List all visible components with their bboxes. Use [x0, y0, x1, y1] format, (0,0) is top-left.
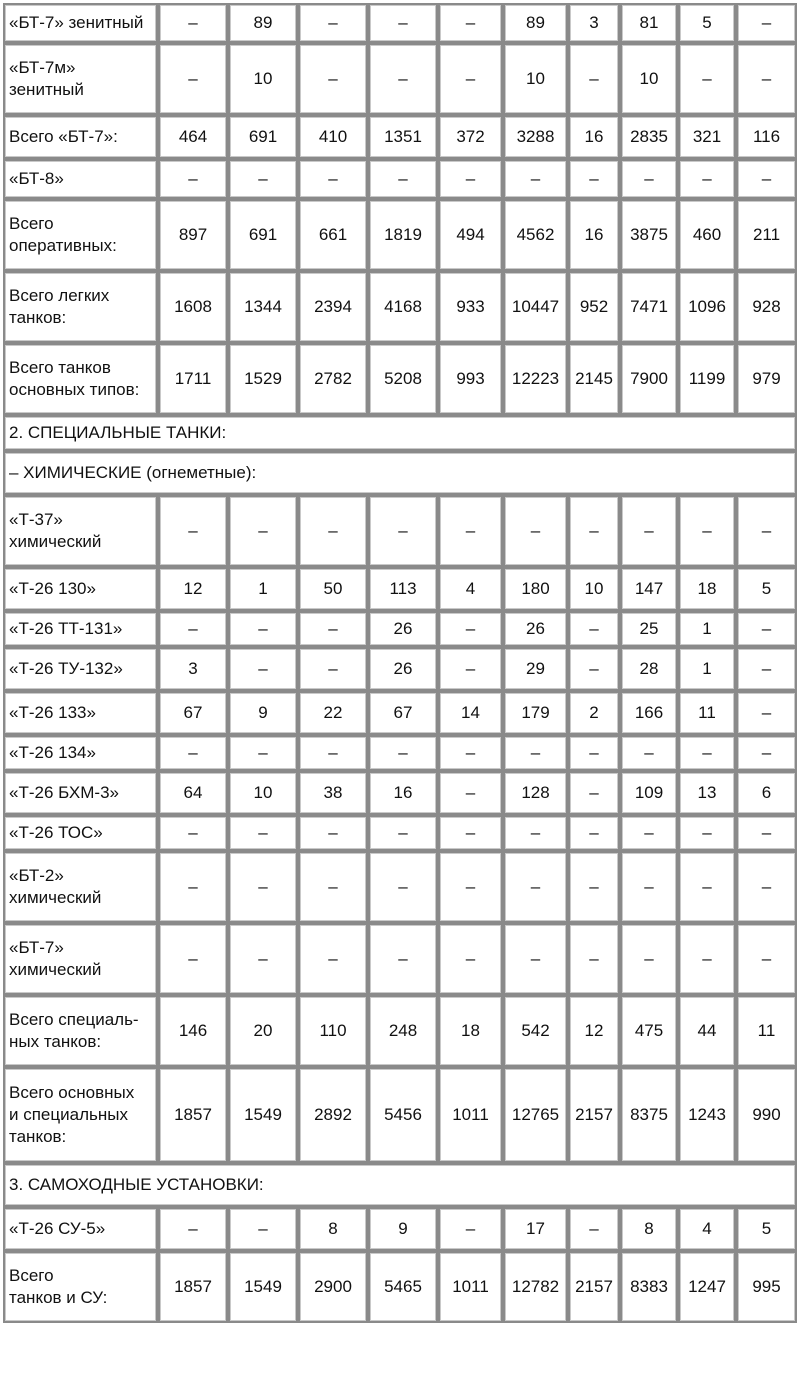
- table-cell: 89: [228, 3, 298, 43]
- table-cell: 81: [620, 3, 678, 43]
- table-cell: 5208: [368, 343, 438, 415]
- table-cell: –: [568, 771, 620, 815]
- table-cell: 2157: [568, 1067, 620, 1163]
- row-label: [3, 1207, 158, 1251]
- row-label-line: танков:: [9, 308, 67, 327]
- table-cell: 109: [620, 771, 678, 815]
- table-cell: –: [678, 815, 736, 851]
- row-label-line: Всего: [9, 214, 54, 233]
- table-cell: –: [228, 611, 298, 647]
- table-cell: –: [678, 43, 736, 115]
- table-cell: 67: [368, 691, 438, 735]
- row-label-line: ных танков:: [9, 1032, 102, 1051]
- row-label-line: «Т-26 СУ-5»: [9, 1219, 106, 1238]
- table-cell: 116: [736, 115, 797, 159]
- row-label: [3, 159, 158, 199]
- table-cell: 1549: [228, 1067, 298, 1163]
- row-label-line: Всего основных: [9, 1083, 135, 1102]
- table-cell: 179: [503, 691, 568, 735]
- table-cell: –: [678, 851, 736, 923]
- table-row: [3, 995, 797, 1067]
- table-cell: 993: [438, 343, 503, 415]
- table-cell: 928: [736, 271, 797, 343]
- row-label-line: танков и СУ:: [9, 1288, 108, 1307]
- section-heading: 3. САМОХОДНЫЕ УСТАНОВКИ:: [3, 1163, 797, 1207]
- table-cell: –: [620, 815, 678, 851]
- table-cell: 67: [158, 691, 228, 735]
- table-cell: 5: [736, 1207, 797, 1251]
- table-body: [3, 3, 797, 1323]
- table-cell: 64: [158, 771, 228, 815]
- row-label-line: Всего «БТ-7»:: [9, 127, 118, 146]
- table-cell: –: [298, 611, 368, 647]
- table-cell: 5456: [368, 1067, 438, 1163]
- table-cell: –: [568, 647, 620, 691]
- section-row: [3, 415, 797, 451]
- table-cell: 410: [298, 115, 368, 159]
- table-cell: 691: [228, 199, 298, 271]
- table-cell: –: [438, 815, 503, 851]
- table-cell: –: [678, 923, 736, 995]
- row-label: [3, 735, 158, 771]
- table-cell: 12782: [503, 1251, 568, 1323]
- row-label-line: Всего легких: [9, 286, 110, 305]
- table-cell: –: [298, 647, 368, 691]
- table-cell: –: [298, 735, 368, 771]
- table-cell: –: [158, 3, 228, 43]
- table-cell: 12: [158, 567, 228, 611]
- table-cell: 10: [503, 43, 568, 115]
- table-cell: –: [568, 43, 620, 115]
- table-row: [3, 199, 797, 271]
- table-cell: 1819: [368, 199, 438, 271]
- table-cell: –: [158, 815, 228, 851]
- table-cell: –: [368, 159, 438, 199]
- table-cell: 5: [678, 3, 736, 43]
- tank-table: [3, 3, 797, 1323]
- row-label: [3, 271, 158, 343]
- table-cell: –: [620, 735, 678, 771]
- table-cell: –: [620, 159, 678, 199]
- table-cell: –: [298, 43, 368, 115]
- table-cell: –: [736, 691, 797, 735]
- table-cell: 4562: [503, 199, 568, 271]
- table-cell: 897: [158, 199, 228, 271]
- table-cell: 1199: [678, 343, 736, 415]
- row-label: [3, 495, 158, 567]
- row-label: [3, 43, 158, 115]
- table-cell: –: [158, 851, 228, 923]
- table-cell: 211: [736, 199, 797, 271]
- table-cell: –: [438, 611, 503, 647]
- table-cell: 7471: [620, 271, 678, 343]
- row-label-line: «БТ-8»: [9, 169, 64, 188]
- table-cell: –: [438, 495, 503, 567]
- table-cell: –: [568, 851, 620, 923]
- table-cell: 10: [620, 43, 678, 115]
- table-cell: 9: [368, 1207, 438, 1251]
- table-cell: –: [568, 923, 620, 995]
- table-cell: 372: [438, 115, 503, 159]
- table-cell: 475: [620, 995, 678, 1067]
- table-cell: –: [736, 923, 797, 995]
- table-cell: –: [228, 851, 298, 923]
- table-cell: –: [228, 1207, 298, 1251]
- table-cell: 494: [438, 199, 503, 271]
- table-cell: 661: [298, 199, 368, 271]
- row-label: [3, 3, 158, 43]
- table-row: [3, 691, 797, 735]
- table-cell: 113: [368, 567, 438, 611]
- table-cell: –: [503, 495, 568, 567]
- table-cell: 8383: [620, 1251, 678, 1323]
- table-cell: –: [568, 495, 620, 567]
- row-label: [3, 691, 158, 735]
- table-cell: –: [228, 159, 298, 199]
- table-cell: 460: [678, 199, 736, 271]
- table-cell: –: [438, 771, 503, 815]
- row-label: [3, 771, 158, 815]
- row-label-line: «Т-26 ТОС»: [9, 823, 103, 842]
- table-cell: 147: [620, 567, 678, 611]
- table-cell: 146: [158, 995, 228, 1067]
- table-cell: –: [503, 923, 568, 995]
- table-cell: 1243: [678, 1067, 736, 1163]
- table-cell: 2: [568, 691, 620, 735]
- table-cell: 1096: [678, 271, 736, 343]
- row-label: [3, 567, 158, 611]
- table-cell: 1344: [228, 271, 298, 343]
- table-cell: 5465: [368, 1251, 438, 1323]
- table-cell: 1549: [228, 1251, 298, 1323]
- table-cell: 26: [503, 611, 568, 647]
- table-cell: –: [678, 735, 736, 771]
- table-cell: –: [368, 43, 438, 115]
- table-cell: –: [438, 923, 503, 995]
- table-cell: –: [503, 851, 568, 923]
- table-cell: –: [298, 851, 368, 923]
- table-cell: 2157: [568, 1251, 620, 1323]
- row-label-line: «Т-26 133»: [9, 703, 96, 722]
- row-label-line: химический: [9, 888, 102, 907]
- table-row: [3, 815, 797, 851]
- table-cell: 8375: [620, 1067, 678, 1163]
- table-cell: 1247: [678, 1251, 736, 1323]
- table-cell: 1011: [438, 1251, 503, 1323]
- section-row: [3, 1163, 797, 1207]
- table-cell: 2900: [298, 1251, 368, 1323]
- table-cell: 20: [228, 995, 298, 1067]
- row-label-line: «Т-26 ТТ-131»: [9, 619, 123, 638]
- row-label-line: «БТ-7»: [9, 938, 64, 957]
- table-cell: –: [736, 815, 797, 851]
- table-cell: 3288: [503, 115, 568, 159]
- table-row: [3, 611, 797, 647]
- table-cell: –: [298, 495, 368, 567]
- table-cell: –: [438, 1207, 503, 1251]
- table-cell: 6: [736, 771, 797, 815]
- table-cell: 11: [736, 995, 797, 1067]
- table-cell: 1: [678, 611, 736, 647]
- table-cell: 110: [298, 995, 368, 1067]
- table-cell: 26: [368, 611, 438, 647]
- table-cell: 1857: [158, 1251, 228, 1323]
- table-cell: –: [368, 495, 438, 567]
- table-cell: 3875: [620, 199, 678, 271]
- table-cell: 1608: [158, 271, 228, 343]
- table-cell: 12223: [503, 343, 568, 415]
- table-cell: –: [568, 815, 620, 851]
- section-row: [3, 451, 797, 495]
- table-cell: 952: [568, 271, 620, 343]
- table-cell: 166: [620, 691, 678, 735]
- table-cell: –: [368, 851, 438, 923]
- table-cell: –: [158, 923, 228, 995]
- table-cell: –: [228, 735, 298, 771]
- table-cell: –: [736, 43, 797, 115]
- row-label: [3, 199, 158, 271]
- table-cell: 44: [678, 995, 736, 1067]
- table-row: [3, 159, 797, 199]
- table-cell: 16: [568, 199, 620, 271]
- table-cell: –: [438, 735, 503, 771]
- table-cell: –: [228, 647, 298, 691]
- row-label: [3, 1251, 158, 1323]
- table-cell: 3: [158, 647, 228, 691]
- table-cell: 50: [298, 567, 368, 611]
- table-cell: –: [503, 159, 568, 199]
- table-cell: 542: [503, 995, 568, 1067]
- table-cell: –: [620, 495, 678, 567]
- row-label-line: «Т-26 134»: [9, 743, 96, 762]
- table-cell: –: [438, 159, 503, 199]
- table-cell: 14: [438, 691, 503, 735]
- row-label: [3, 647, 158, 691]
- table-cell: –: [158, 611, 228, 647]
- table-row: [3, 1207, 797, 1251]
- row-label-line: «БТ-7» зенитный: [9, 13, 144, 32]
- row-label-line: «Т-37»: [9, 510, 63, 529]
- table-cell: –: [158, 159, 228, 199]
- table-cell: 979: [736, 343, 797, 415]
- section-heading: – ХИМИЧЕСКИЕ (огнеметные):: [3, 451, 797, 495]
- table-cell: 28: [620, 647, 678, 691]
- table-cell: 3: [568, 3, 620, 43]
- row-label-line: Всего: [9, 1266, 54, 1285]
- table-cell: 180: [503, 567, 568, 611]
- table-cell: 89: [503, 3, 568, 43]
- row-label-line: основных типов:: [9, 380, 140, 399]
- table-cell: 248: [368, 995, 438, 1067]
- table-row: [3, 923, 797, 995]
- table-cell: 5: [736, 567, 797, 611]
- table-row: [3, 1251, 797, 1323]
- table-cell: –: [438, 43, 503, 115]
- table-cell: 10: [228, 771, 298, 815]
- table-cell: 26: [368, 647, 438, 691]
- table-cell: 321: [678, 115, 736, 159]
- table-cell: –: [228, 923, 298, 995]
- table-cell: –: [368, 815, 438, 851]
- table-cell: –: [158, 495, 228, 567]
- table-cell: 1857: [158, 1067, 228, 1163]
- table-row: [3, 647, 797, 691]
- table-cell: –: [736, 611, 797, 647]
- row-label: [3, 611, 158, 647]
- table-cell: 38: [298, 771, 368, 815]
- table-cell: 7900: [620, 343, 678, 415]
- table-cell: –: [368, 735, 438, 771]
- table-cell: –: [298, 159, 368, 199]
- table-cell: 2835: [620, 115, 678, 159]
- table-cell: –: [503, 735, 568, 771]
- table-cell: 1711: [158, 343, 228, 415]
- table-cell: –: [736, 735, 797, 771]
- table-cell: –: [568, 735, 620, 771]
- table-cell: –: [568, 611, 620, 647]
- table-cell: –: [620, 851, 678, 923]
- table-cell: –: [158, 43, 228, 115]
- table-cell: –: [368, 923, 438, 995]
- table-cell: 990: [736, 1067, 797, 1163]
- table-cell: –: [736, 851, 797, 923]
- table-cell: –: [298, 815, 368, 851]
- table-row: [3, 771, 797, 815]
- row-label-line: Всего специаль-: [9, 1010, 139, 1029]
- table-cell: 2394: [298, 271, 368, 343]
- row-label-line: «БТ-7м»: [9, 58, 76, 77]
- row-label-line: и специальных: [9, 1105, 128, 1124]
- table-cell: –: [503, 815, 568, 851]
- row-label-line: «Т-26 БХМ-3»: [9, 783, 119, 802]
- row-label-line: химический: [9, 532, 102, 551]
- table-cell: 13: [678, 771, 736, 815]
- row-label-line: химический: [9, 960, 102, 979]
- table-cell: 2145: [568, 343, 620, 415]
- table-row: [3, 1067, 797, 1163]
- table-cell: 2892: [298, 1067, 368, 1163]
- table-row: [3, 43, 797, 115]
- table-cell: 18: [678, 567, 736, 611]
- table-cell: –: [568, 1207, 620, 1251]
- table-cell: –: [438, 3, 503, 43]
- row-label: [3, 815, 158, 851]
- row-label: [3, 1067, 158, 1163]
- row-label: [3, 343, 158, 415]
- table-cell: 10: [228, 43, 298, 115]
- table-cell: –: [736, 3, 797, 43]
- table-cell: –: [158, 1207, 228, 1251]
- table-cell: 2782: [298, 343, 368, 415]
- row-label: [3, 995, 158, 1067]
- table-cell: 22: [298, 691, 368, 735]
- table-row: [3, 343, 797, 415]
- table-row: [3, 567, 797, 611]
- table-cell: 25: [620, 611, 678, 647]
- row-label-line: танков:: [9, 1127, 67, 1146]
- table-cell: –: [736, 495, 797, 567]
- table-cell: 1351: [368, 115, 438, 159]
- table-row: [3, 271, 797, 343]
- table-cell: –: [298, 3, 368, 43]
- table-cell: 1: [678, 647, 736, 691]
- table-cell: –: [678, 495, 736, 567]
- table-row: [3, 851, 797, 923]
- table-cell: 4: [438, 567, 503, 611]
- table-row: [3, 115, 797, 159]
- table-cell: 8: [620, 1207, 678, 1251]
- table-cell: 16: [368, 771, 438, 815]
- row-label-line: Всего танков: [9, 358, 111, 377]
- row-label-line: оперативных:: [9, 236, 117, 255]
- section-heading: 2. СПЕЦИАЛЬНЫЕ ТАНКИ:: [3, 415, 797, 451]
- table-row: [3, 3, 797, 43]
- table-cell: –: [438, 851, 503, 923]
- table-cell: 16: [568, 115, 620, 159]
- table-cell: 995: [736, 1251, 797, 1323]
- table-cell: 11: [678, 691, 736, 735]
- table-cell: 10447: [503, 271, 568, 343]
- table-cell: 12765: [503, 1067, 568, 1163]
- table-cell: –: [620, 923, 678, 995]
- table-cell: –: [568, 159, 620, 199]
- table-cell: –: [438, 647, 503, 691]
- row-label-line: «БТ-2»: [9, 866, 64, 885]
- table-cell: –: [736, 159, 797, 199]
- table-cell: 1529: [228, 343, 298, 415]
- table-cell: –: [298, 923, 368, 995]
- table-row: [3, 495, 797, 567]
- row-label-line: «Т-26 ТУ-132»: [9, 659, 123, 678]
- table-cell: 1011: [438, 1067, 503, 1163]
- row-label-line: зенитный: [9, 80, 84, 99]
- table-cell: 9: [228, 691, 298, 735]
- table-cell: 464: [158, 115, 228, 159]
- row-label-line: «Т-26 130»: [9, 579, 96, 598]
- table-cell: –: [678, 159, 736, 199]
- table-cell: 1: [228, 567, 298, 611]
- table-cell: 12: [568, 995, 620, 1067]
- table-row: [3, 735, 797, 771]
- row-label: [3, 115, 158, 159]
- row-label: [3, 851, 158, 923]
- table-cell: –: [736, 647, 797, 691]
- table-cell: –: [158, 735, 228, 771]
- table-cell: 10: [568, 567, 620, 611]
- table-cell: 691: [228, 115, 298, 159]
- row-label: [3, 923, 158, 995]
- table-cell: –: [228, 815, 298, 851]
- table-cell: 933: [438, 271, 503, 343]
- table-cell: –: [368, 3, 438, 43]
- table-cell: –: [228, 495, 298, 567]
- table-cell: 4168: [368, 271, 438, 343]
- table-cell: 18: [438, 995, 503, 1067]
- table-cell: 128: [503, 771, 568, 815]
- table-cell: 4: [678, 1207, 736, 1251]
- table-cell: 29: [503, 647, 568, 691]
- table-cell: 8: [298, 1207, 368, 1251]
- table-cell: 17: [503, 1207, 568, 1251]
